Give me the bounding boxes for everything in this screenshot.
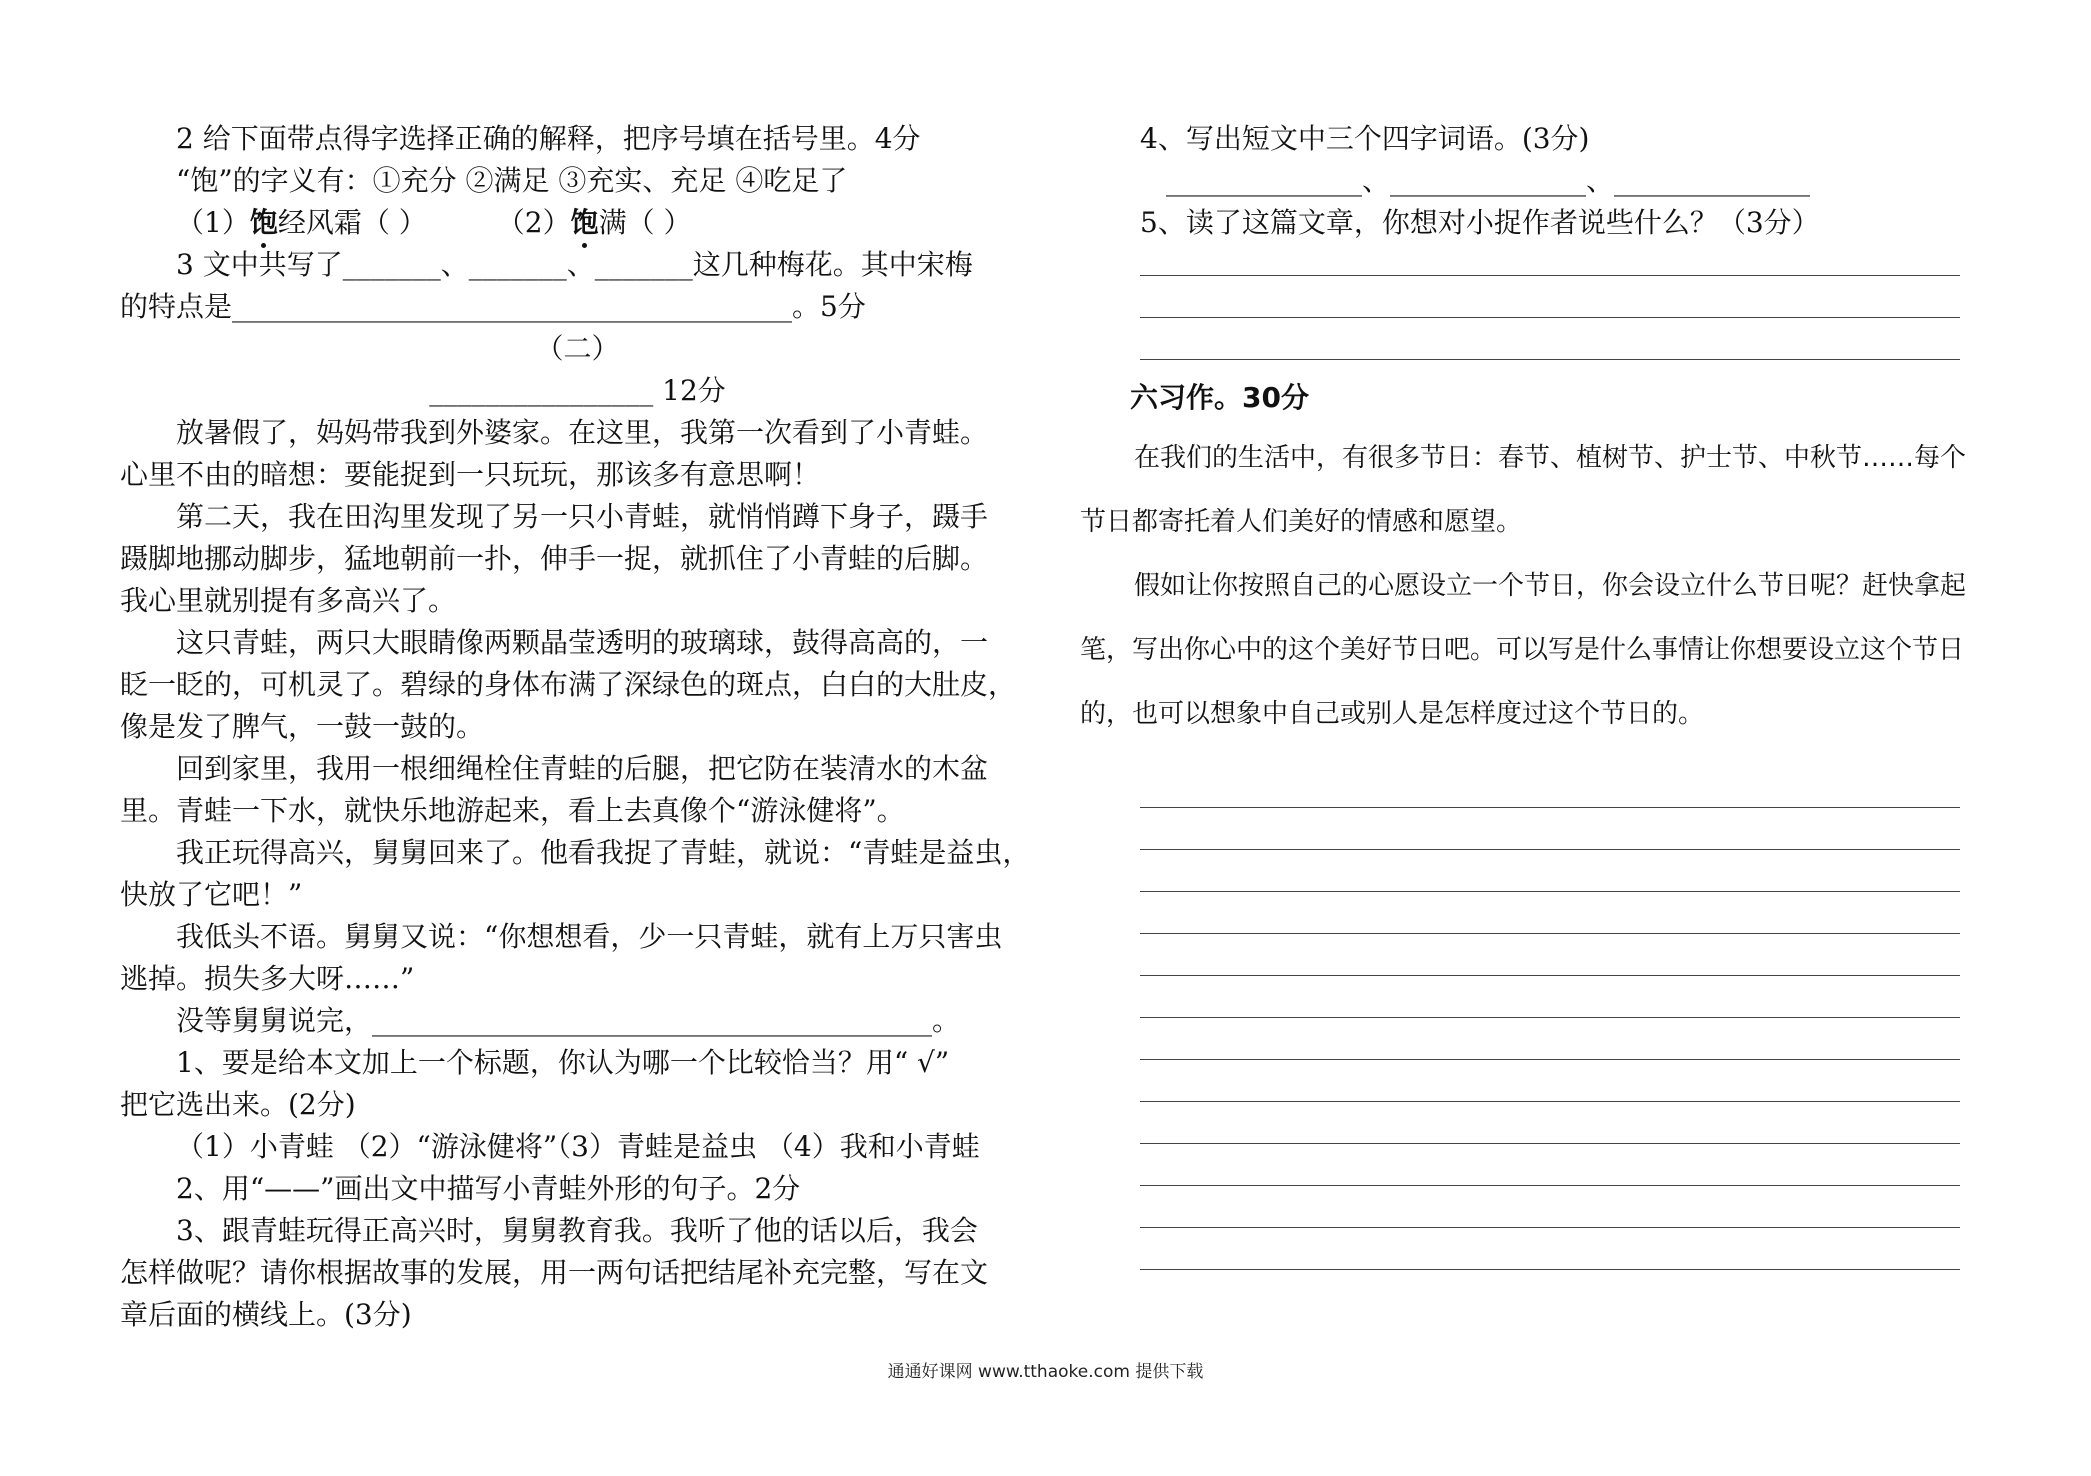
passage-line: 第二天，我在田沟里发现了另一只小青蛙，就悄悄蹲下身子，蹑手 xyxy=(176,500,989,533)
passage-line: 我正玩得高兴，舅舅回来了。他看我捉了青蛙，就说：“青蛙是益虫， xyxy=(176,836,1031,869)
essay-line xyxy=(1140,986,1960,1028)
passage-line: 我低头不语。舅舅又说：“你想想看，少一只青蛙，就有上万只害虫 xyxy=(176,920,1003,953)
dotted-char-2: 饱 xyxy=(571,202,599,244)
answer-line xyxy=(1140,244,1960,286)
question-4-blanks: ______________、______________、______________ xyxy=(1166,164,1811,197)
essay-line xyxy=(1140,1070,1960,1112)
question-5-title: 5、读了这篇文章，你想对小捉作者说些什么？（3分） xyxy=(1140,206,1820,239)
item-2-prefix: （2） xyxy=(496,206,571,239)
question-3-line-2: 的特点是________________________________________。5分 xyxy=(120,290,866,323)
passage-line: 心里不由的暗想：要能捉到一只玩玩，那该多有意思啊！ xyxy=(120,458,821,491)
section-two-title: ________________ 12分 xyxy=(429,374,726,407)
section-six-heading: 六习作。30分 xyxy=(1130,381,1309,414)
essay-line xyxy=(1140,818,1960,860)
passage-line: 眨一眨的，可机灵了。碧绿的身体布满了深绿色的斑点，白白的大肚皮， xyxy=(120,668,1017,701)
question-line: 2、用“——”画出文中描写小青蛙外形的句子。2分 xyxy=(176,1172,801,1205)
passage-line: 蹑脚地挪动脚步，猛地朝前一扑，伸手一捉，就抓住了小青蛙的后脚。 xyxy=(120,542,989,575)
item-2-suffix: 满（ ） xyxy=(598,206,692,239)
answer-line xyxy=(1140,328,1960,370)
section-two-label: （二） xyxy=(535,332,620,365)
question-line: 把它选出来。(2分) xyxy=(120,1088,356,1121)
essay-line xyxy=(1140,1028,1960,1070)
passage-line: 里。青蛙一下水，就快乐地游起来，看上去真像个“游泳健将”。 xyxy=(120,794,905,827)
essay-line xyxy=(1140,1112,1960,1154)
answer-line xyxy=(1140,286,1960,328)
passage-line: 回到家里，我用一根细绳栓住青蛙的后腿，把它防在装清水的木盆 xyxy=(176,752,989,785)
question-line: 章后面的横线上。(3分) xyxy=(120,1298,412,1331)
question-4-title: 4、写出短文中三个四字词语。(3分) xyxy=(1140,122,1590,155)
question-line: 怎样做呢？请你根据故事的发展，用一两句话把结尾补充完整，写在文 xyxy=(120,1256,989,1289)
essay-line xyxy=(1140,860,1960,902)
essay-prompt-paragraph: 假如让你按照自己的心愿设立一个节日，你会设立什么节日呢？赶快拿起笔，写出你心中的这个美好节日吧。可以写是什么事情让你想要设立这个节日的，也可以想象中自己或别人是怎样度过这个节日的。 xyxy=(1080,571,1967,729)
essay-prompt-paragraph: 在我们的生活中，有很多节日：春节、植树节、护士节、中秋节……每个节日都寄托着人们美好的情感和愿望。 xyxy=(1080,443,1967,537)
essay-line xyxy=(1140,1154,1960,1196)
essay-line xyxy=(1140,1196,1960,1238)
passage-line: 我心里就别提有多高兴了。 xyxy=(120,584,457,617)
passage-line: 放暑假了，妈妈带我到外婆家。在这里，我第一次看到了小青蛙。 xyxy=(176,416,989,449)
question-3-line-1: 3 文中共写了_______、_______、_______这几种梅花。其中宋梅 xyxy=(176,248,973,281)
passage-line: 这只青蛙，两只大眼睛像两颗晶莹透明的玻璃球，鼓得高高的，一 xyxy=(176,626,989,659)
essay-line xyxy=(1140,902,1960,944)
left-column xyxy=(120,118,1035,1336)
question-line: （1）小青蛙 （2）“游泳健将”（3）青蛙是益虫 （4）我和小青蛙 xyxy=(176,1130,980,1163)
question-line: 3、跟青蛙玩得正高兴时，舅舅教育我。我听了他的话以后，我会 xyxy=(176,1214,978,1247)
essay-prompt xyxy=(1080,426,1990,746)
right-column xyxy=(1080,118,1967,1280)
question-2-items xyxy=(120,202,1035,244)
footer-source: 通通好课网 www.tthaoke.com 提供下载 xyxy=(887,1362,1204,1382)
question-line: 1、要是给本文加上一个标题，你认为哪一个比较恰当？用“ √” xyxy=(176,1046,950,1079)
question-2-title: 2 给下面带点得字选择正确的解释，把序号填在括号里。4分 xyxy=(176,122,921,155)
essay-line xyxy=(1140,776,1960,818)
essay-line xyxy=(1140,1238,1960,1280)
dotted-char-1: 饱 xyxy=(250,202,278,244)
item-1-prefix: （1） xyxy=(176,206,250,239)
item-1-suffix: 经风霜（ ） xyxy=(277,206,427,239)
passage-line: 逃掉。损失多大呀……” xyxy=(120,962,415,995)
essay-line xyxy=(1140,944,1960,986)
passage-ending-blank: 没等舅舅说完，________________________________________。 xyxy=(176,1004,961,1037)
passage-line: 像是发了脾气，一鼓一鼓的。 xyxy=(120,710,485,743)
question-2-meanings: “饱”的字义有：①充分 ②满足 ③充实、充足 ④吃足了 xyxy=(176,164,848,197)
passage-line: 快放了它吧！” xyxy=(120,878,303,911)
